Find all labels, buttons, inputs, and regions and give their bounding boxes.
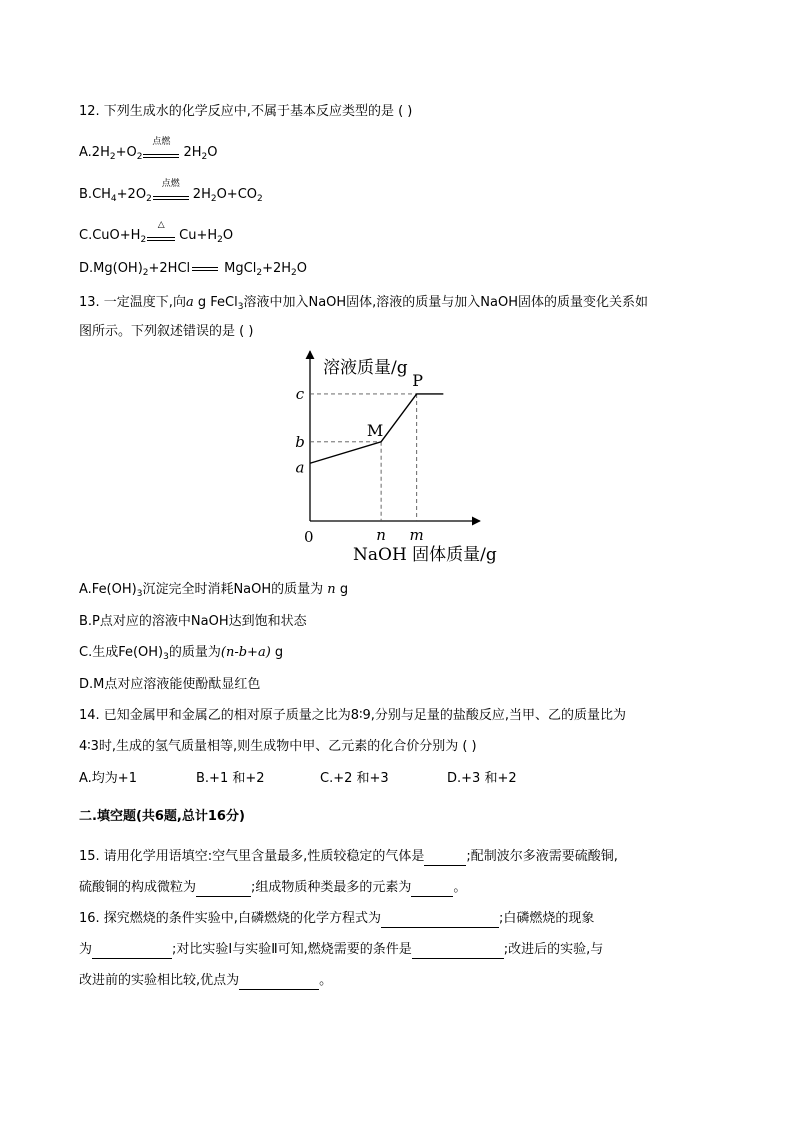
option-label: A. bbox=[79, 145, 92, 160]
q14-stem-line1: 14. 已知金属甲和金属乙的相对原子质量之比为8∶9,分别与足量的盐酸反应,当甲、乙的质量比为 bbox=[79, 708, 626, 723]
q12-option-c: $C.CuO+H_2$ △ $Cu+H_2O$ bbox=[79, 219, 234, 245]
x-tick-label: m bbox=[409, 526, 424, 544]
origin-label: 0 bbox=[304, 528, 314, 546]
option-label: C. bbox=[79, 228, 93, 243]
q14-stem-line2: 4∶3时,生成的氢气质量相等,则生成物中甲、乙元素的化合价分别为 ( ) bbox=[79, 739, 477, 754]
q13-option-a: $A.Fe(OH)_3$沉淀完全时消耗NaOH的质量为 n g bbox=[79, 582, 349, 599]
point-label-m: M bbox=[366, 420, 384, 440]
answer-blank bbox=[92, 945, 172, 959]
q12-option-d: $D.Mg(OH)_2+2HCl$ $MgCl_2+2H_2O$ bbox=[79, 261, 307, 278]
mass-chart bbox=[280, 345, 500, 567]
option-label: B. bbox=[79, 187, 93, 202]
answer-blank bbox=[381, 914, 499, 928]
q16-line3: 改进前的实验相比较,优点为 。 bbox=[79, 973, 333, 988]
q14-option-b: B.+1 和+2 bbox=[196, 771, 265, 786]
y-tick-label: c bbox=[295, 384, 305, 403]
q14-option-c: C.+2 和+3 bbox=[320, 771, 389, 786]
y-tick-label: a bbox=[295, 458, 305, 477]
q16-line1: 16. 探究燃烧的条件实验中,白磷燃烧的化学方程式为 ;白磷燃烧的现象 bbox=[79, 911, 595, 926]
y-axis-label: 溶液质量/g bbox=[323, 358, 408, 378]
q13-option-b: B.P点对应的溶液中NaOH达到饱和状态 bbox=[79, 614, 307, 629]
reaction-condition: △ bbox=[147, 229, 175, 243]
q15-line2: 硫酸铜的构成微粒为 ;组成物质种类最多的元素为 。 bbox=[79, 880, 467, 895]
point-label-p: P bbox=[412, 370, 424, 390]
section-heading: 二.填空题(共6题,总计16分) bbox=[79, 809, 245, 824]
q12-stem: 12. 下列生成水的化学反应中,不属于基本反应类型的是 ( ) bbox=[79, 104, 413, 119]
option-label: D. bbox=[79, 261, 94, 276]
q13-option-d: D.M点对应溶液能使酚酞显红色 bbox=[79, 677, 261, 692]
equals-bar bbox=[192, 267, 218, 271]
dashed-guides bbox=[310, 394, 417, 521]
answer-blank bbox=[411, 883, 453, 897]
answer-blank bbox=[424, 852, 466, 866]
x-axis-label: NaOH 固体质量/g bbox=[353, 545, 497, 565]
y-tick-label: b bbox=[295, 432, 305, 451]
answer-blank bbox=[239, 976, 319, 990]
reaction-condition: 点燃 bbox=[143, 146, 179, 160]
q13-option-c: C.生成$Fe(OH)_3$的质量为(n-b+a) g bbox=[79, 645, 284, 662]
q16-line2: 为 ;对比实验Ⅰ与实验Ⅱ可知,燃烧需要的条件是 ;改进后的实验,与 bbox=[79, 942, 604, 957]
q13-stem-line1: 13. 一定温度下,向a g FeCl$_3$溶液中加入NaOH固体,溶液的质量与加入NaOH固体的质量变化关系如 bbox=[79, 295, 648, 312]
q14-option-a: A.均为+1 bbox=[79, 771, 137, 786]
reaction-condition: 点燃 bbox=[153, 188, 189, 202]
answer-blank bbox=[196, 883, 251, 897]
q13-stem-line2: 图所示。下列叙述错误的是 ( ) bbox=[79, 324, 254, 339]
q12-option-a: $A.2H_2+O_2$ 点燃 $2H_2O$ bbox=[79, 136, 218, 162]
q12-option-b: $B.CH_4+2O_2$ 点燃 $2H_2O+CO_2$ bbox=[79, 178, 263, 204]
answer-blank bbox=[412, 945, 504, 959]
q15-line1: 15. 请用化学用语填空:空气里含量最多,性质较稳定的气体是 ;配制波尔多液需要硫酸铜, bbox=[79, 849, 618, 864]
x-tick-label: n bbox=[376, 526, 386, 544]
q14-option-d: D.+3 和+2 bbox=[447, 771, 517, 786]
q14-options bbox=[79, 770, 517, 788]
